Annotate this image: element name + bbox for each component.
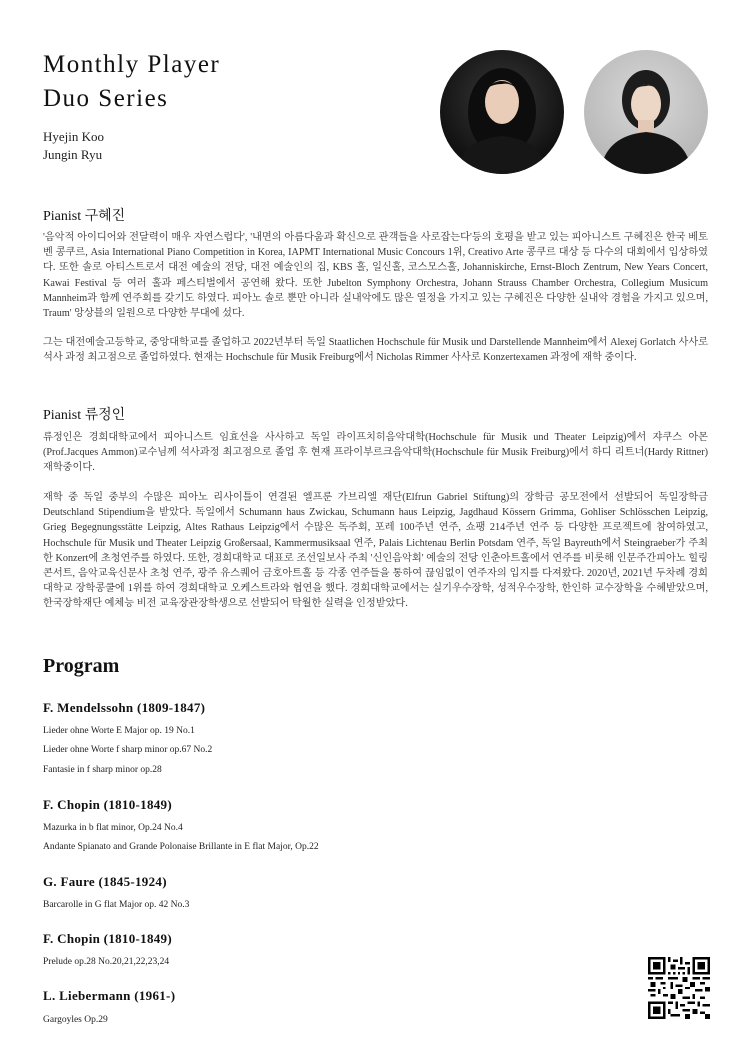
- pianist2-heading: Pianist 류정인: [43, 408, 126, 423]
- performer-name-1: Hyejin Koo: [43, 129, 105, 144]
- title-line-1: Monthly Player: [43, 51, 221, 78]
- program-piece: Andante Spianato and Grande Polonaise Brillante in E flat Major, Op.22: [43, 842, 319, 852]
- qr-code-icon[interactable]: [648, 957, 710, 1019]
- program-piece: Mazurka in b flat minor, Op.24 No.4: [43, 823, 183, 833]
- performer-list: [43, 128, 104, 164]
- program-piece: Prelude op.28 No.20,21,22,23,24: [43, 957, 170, 967]
- program-piece: Gargoyles Op.29: [43, 1015, 108, 1025]
- pianist1-bio-para1: '음악적 아이디어와 전달력이 매우 자연스럽다', '내면의 아름다움과 확신으로 관객들을 사로잡는다'등의 호평을 받고 있는 피아니스트 구혜진은 한국 베토벤 콩쿠르, Asia International Piano Competition in Korea, IAPMT International Music Concours 1위, Creativo Arte 콩쿠르 대상 등 다수의 대회에서 입상하였다. 또한 솔로 아티스트로서 대전 예술의 전당, 대전 예술인의 집, KBS 홀, 일신홀, 코스모스홀, Johanniskirche, Ernst-Bloch Zentrum, New Years Concert, Kawai Festival 등 여러 홀과 페스티벌에서 공연해 왔다. 또한 Jubelton Symphony Orchestra, Johann Strauss Chamber Orchestra, Collegium Musicum Mannheim과 함께 연주회를 갖기도 하였다. 피아노 솔로 뿐만 아니라 실내악에도 많은 열정을 가지고 있는 구혜진은 다양한 실내악 경험을 가지고 있으며, Traum' 앙상블의 일원으로 다양한 무대에 섰다.: [43, 232, 708, 320]
- portrait-silhouette-icon: [584, 50, 708, 174]
- pianist1-portrait: [440, 50, 564, 174]
- program-piece: Barcarolle in G flat Major op. 42 No.3: [43, 900, 190, 910]
- pianist1-heading: Pianist 구혜진: [43, 209, 126, 224]
- composer-heading: G. Faure (1845-1924): [43, 874, 167, 889]
- portrait-silhouette-icon: [440, 50, 564, 174]
- title-line-2: Duo Series: [43, 85, 169, 112]
- pianist2-portrait: [584, 50, 708, 174]
- title-block: [43, 48, 220, 116]
- composer-heading: L. Liebermann (1961-): [43, 988, 176, 1003]
- program-piece: Lieder ohne Worte f sharp minor op.67 No.2: [43, 745, 213, 755]
- composer-heading: F. Chopin (1810-1849): [43, 797, 172, 812]
- composer-heading: F. Mendelssohn (1809-1847): [43, 700, 206, 715]
- performer-name-2: Jungin Ryu: [43, 147, 103, 162]
- composer-heading: F. Chopin (1810-1849): [43, 931, 172, 946]
- pianist2-bio-para1: 류정인은 경희대학교에서 피아니스트 임효선을 사사하고 독일 라이프치히음악대학(Hochschule für Musik und Theater Leipzig)에서 쟈쿠스 아몬(Prof.Jacques Ammon)교수님께 석사과정 최고점으로 졸업 후 현재 프라이부르크음악대학(Hochschule für Musik Freiburg)에서 하디 리트너(Hardy Rittner) 재학중이다.: [43, 432, 708, 474]
- program-title: Program: [43, 655, 120, 677]
- program-piece: Lieder ohne Worte E Major op. 19 No.1: [43, 726, 195, 736]
- program-piece: Fantasie in f sharp minor op.28: [43, 765, 162, 775]
- pianist2-bio-para2: 재학 중 독일 중부의 수많은 피아노 리사이틀이 연결된 엘프룬 가브리엘 재단(Elfrun Gabriel Stiftung)의 장학금 공모전에서 선발되어 독일장학금 Deutschland Stipendium을 받았다. 독일에서 Schumann haus Zwickau, Schumann haus Leipzig, Jagdhaud Kössern Grimma, Gohliser Schlösschen Leipzig, Grieg Begegnungsstätte Leipzig, Altes Rathaus Leipzig에서 수많은 독주회, 포레 100주년 연주, 쇼팽 214주년 연주 등 다양한 프로젝트에 참여하였고, Hochschule für Musik und Theater Leipzig Großersaal, Kammermusiksaal 연주, Palais Lichtenau Berlin Potsdam 연주, 독일 Bayreuth에서 Steingraeber가 주최한 Konzert에 초청연주를 하였다. 또한, 경희대학교 대표로 조선일보사 주최 '신인음악회' 예술의 전당 인춘아트홀에서 연주를 비롯해 인문주간피아노 힐링 콘서트, 음악교육신문사 초청 연주, 광주 유스퀘어 금호아트홀 등 각종 연주들을 통하여 끊임없이 연주자의 입지를 다져왔다. 2020년, 2021년 두차례 경희대학교 장학콩쿨에 1위를 하여 경희대학교 오케스트라와 협연을 했다. 경희대학교에서는 실기우수장학, 성적우수장학, 한인하 교수장학을 수혜받았으며, 한국장학재단 예체능 비전 교육장관장학생으로 선발되어 탁월한 실력을 인정받았다.: [43, 492, 708, 610]
- pianist1-bio-para2: 그는 대전예술고등학교, 중앙대학교를 졸업하고 2022년부터 독일 Staatlichen Hochschule für Musik und Darstellende Mannheim에서 Alexej Gorlatch 사사로 석사 과정 최고점으로 졸업하였다. 현재는 Hochschule für Musik Freiburg에서 Nicholas Rimmer 사사로 Konzertexamen 과정에 재학 중이다.: [43, 337, 708, 364]
